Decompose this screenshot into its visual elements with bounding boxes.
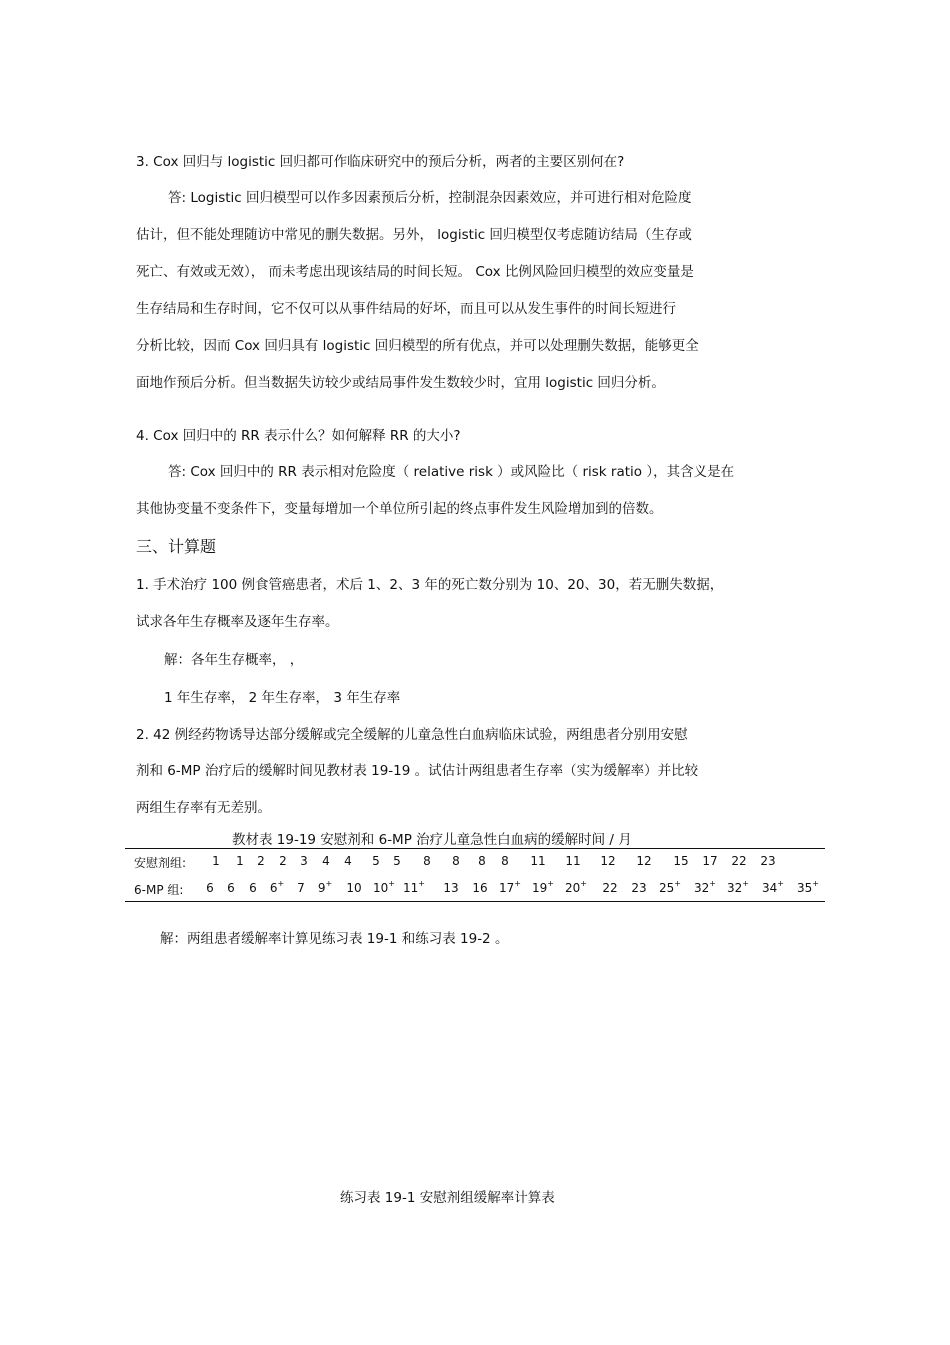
answer-3-line-5: 分析比较，因而 Cox 回归具有 logistic 回归模型的所有优点，并可以处理删失数据，能够更全 — [136, 338, 699, 354]
table-cell — [565, 854, 580, 868]
cell-value: 23 — [631, 881, 647, 895]
censor-mark: + — [777, 879, 784, 888]
exercise-caption: 练习表 19-1 安慰剂组缓解率计算表 — [340, 1190, 555, 1206]
cell-value: 5 — [372, 854, 380, 868]
table-cell — [472, 881, 487, 895]
cell-value: 35 — [797, 881, 813, 895]
answer-3-line-1: 答: Logistic 回归模型可以作多因素预后分析，控制混杂因素效应，并可进行相对危险度 — [168, 190, 692, 206]
table-cell — [636, 854, 651, 868]
censor-mark: + — [709, 879, 716, 888]
calc-2-line-1: 2. 42 例经药物诱导达部分缓解或完全缓解的儿童急性白血病临床试验，两组患者分别用安慰 — [136, 727, 688, 743]
censor-mark: + — [580, 879, 587, 888]
cell-value: 1 — [236, 854, 244, 868]
table-cell — [300, 854, 308, 868]
table-cell — [727, 881, 749, 895]
answer-3-line-6: 面地作预后分析。但当数据失访较少或结局事件发生数较少时，宜用 logistic 回归分析。 — [136, 375, 665, 391]
row-label-placebo: 安慰剂组: — [134, 856, 187, 870]
table-cell — [673, 854, 688, 868]
table-cell — [702, 854, 717, 868]
cell-value: 8 — [452, 854, 460, 868]
remission-time-table — [125, 848, 825, 902]
table-cell — [530, 854, 545, 868]
cell-value: 34 — [762, 881, 778, 895]
cell-value: 5 — [393, 854, 401, 868]
calc-2-line-2: 剂和 6-MP 治疗后的缓解时间见教材表 19-19 。试估计两组患者生存率（实为缓解率）并比较 — [136, 763, 699, 779]
table-cell — [346, 881, 361, 895]
calc-1-solution-1: 解：各年生存概率， ， — [164, 652, 304, 668]
table-cell — [373, 881, 395, 895]
cell-value: 6 — [249, 881, 257, 895]
cell-value: 13 — [443, 881, 459, 895]
table-cell — [452, 854, 460, 868]
table-cell — [499, 881, 521, 895]
cell-value: 6 — [227, 881, 235, 895]
cell-value: 32 — [727, 881, 743, 895]
table-cell — [423, 854, 431, 868]
calc-2-solution: 解：两组患者缓解率计算见练习表 19-1 和练习表 19-2 。 — [160, 931, 509, 947]
cell-value: 25 — [659, 881, 675, 895]
cell-value: 12 — [636, 854, 652, 868]
censor-mark: + — [277, 879, 285, 888]
table-cell — [760, 854, 775, 868]
table-cell — [631, 881, 646, 895]
cell-value: 11 — [403, 881, 419, 895]
answer-4-line-2: 其他协变量不变条件下，变量每增加一个单位所引起的终点事件发生风险增加到的倍数。 — [136, 501, 663, 517]
table-cell — [322, 854, 330, 868]
calc-2-line-3: 两组生存率有无差别。 — [136, 800, 271, 816]
section-heading: 三、计算题 — [136, 537, 217, 556]
answer-4-line-1: 答: Cox 回归中的 RR 表示相对危险度（ relative risk ）或风险比（ risk ratio ），其含义是在 — [168, 464, 735, 480]
cell-value: 8 — [478, 854, 486, 868]
cell-value: 2 — [257, 854, 265, 868]
cell-value: 8 — [423, 854, 431, 868]
table-cell — [797, 881, 819, 895]
table-cell — [659, 881, 681, 895]
table-cell — [372, 854, 380, 868]
table-cell — [212, 854, 220, 868]
answer-3-line-4: 生存结局和生存时间，它不仅可以从事件结局的好坏，而且可以从发生事件的时间长短进行 — [136, 301, 676, 317]
row-label-6mp: 6-MP 组: — [134, 883, 184, 897]
cell-value: 9 — [317, 881, 326, 895]
question-3: 3. Cox 回归与 logistic 回归都可作临床研究中的预后分析，两者的主要区别何在? — [136, 154, 625, 170]
table-cell — [565, 881, 587, 895]
table-cell — [318, 881, 332, 895]
censor-mark: + — [812, 879, 819, 888]
cell-value: 22 — [731, 854, 747, 868]
cell-value: 15 — [673, 854, 689, 868]
table-top-rule — [125, 848, 825, 849]
cell-value: 12 — [600, 854, 616, 868]
cell-value: 2 — [279, 854, 287, 868]
cell-value: 10 — [373, 881, 389, 895]
cell-value: 11 — [565, 854, 581, 868]
cell-value: 6 — [206, 881, 214, 895]
table-cell — [731, 854, 746, 868]
table-cell — [600, 854, 615, 868]
table-cell — [403, 881, 425, 895]
calc-1-line-2: 试求各年生存概率及逐年生存率。 — [136, 614, 339, 630]
censor-mark: + — [418, 879, 425, 888]
cell-value: 22 — [602, 881, 618, 895]
cell-value: 4 — [322, 854, 330, 868]
censor-mark: + — [742, 879, 749, 888]
calc-1-line-1: 1. 手术治疗 100 例食管癌患者，术后 1、2、3 年的死亡数分别为 10、20、30，若无删失数据， — [136, 577, 724, 593]
table-cell — [393, 854, 401, 868]
cell-value: 3 — [300, 854, 308, 868]
cell-value: 16 — [472, 881, 488, 895]
cell-value: 8 — [501, 854, 509, 868]
table-cell — [257, 854, 265, 868]
cell-value: 19 — [532, 881, 548, 895]
table-cell — [443, 881, 458, 895]
cell-value: 1 — [212, 854, 220, 868]
table-cell — [236, 854, 244, 868]
calc-1-solution-2: 1 年生存率， 2 年生存率， 3 年生存率 — [164, 690, 401, 706]
table-row-placebo — [125, 852, 825, 874]
censor-mark: + — [325, 879, 333, 888]
table-cell — [478, 854, 486, 868]
table-cell — [694, 881, 716, 895]
table-cell — [297, 881, 305, 895]
answer-3-line-3: 死亡、有效或无效）， 而未考虑出现该结局的时间长短。 Cox 比例风险回归模型的效应变量是 — [136, 264, 694, 280]
censor-mark: + — [388, 879, 395, 888]
cell-value: 20 — [565, 881, 581, 895]
cell-value: 11 — [530, 854, 546, 868]
cell-value: 7 — [297, 881, 305, 895]
table-cell — [270, 881, 284, 895]
table-cell — [279, 854, 287, 868]
cell-value: 32 — [694, 881, 710, 895]
answer-3-line-2: 估计，但不能处理随访中常见的删失数据。另外， logistic 回归模型仅考虑随访结局（生存或 — [136, 227, 692, 243]
cell-value: 17 — [499, 881, 515, 895]
cell-value: 23 — [760, 854, 776, 868]
censor-mark: + — [674, 879, 681, 888]
table-cell — [532, 881, 554, 895]
table-caption: 教材表 19-19 安慰剂和 6-MP 治疗儿童急性白血病的缓解时间 / 月 — [232, 832, 632, 848]
cell-value: 10 — [346, 881, 362, 895]
table-cell — [227, 881, 235, 895]
cell-value: 6 — [269, 881, 278, 895]
table-cell — [602, 881, 617, 895]
cell-value: 4 — [344, 854, 352, 868]
table-bottom-rule — [125, 901, 825, 902]
question-4: 4. Cox 回归中的 RR 表示什么？如何解释 RR 的大小? — [136, 428, 461, 444]
table-cell — [762, 881, 784, 895]
table-cell — [206, 881, 214, 895]
censor-mark: + — [514, 879, 521, 888]
table-cell — [344, 854, 352, 868]
table-row-6mp — [125, 878, 825, 900]
cell-value: 17 — [702, 854, 718, 868]
table-cell — [249, 881, 257, 895]
table-cell — [501, 854, 509, 868]
censor-mark: + — [547, 879, 554, 888]
